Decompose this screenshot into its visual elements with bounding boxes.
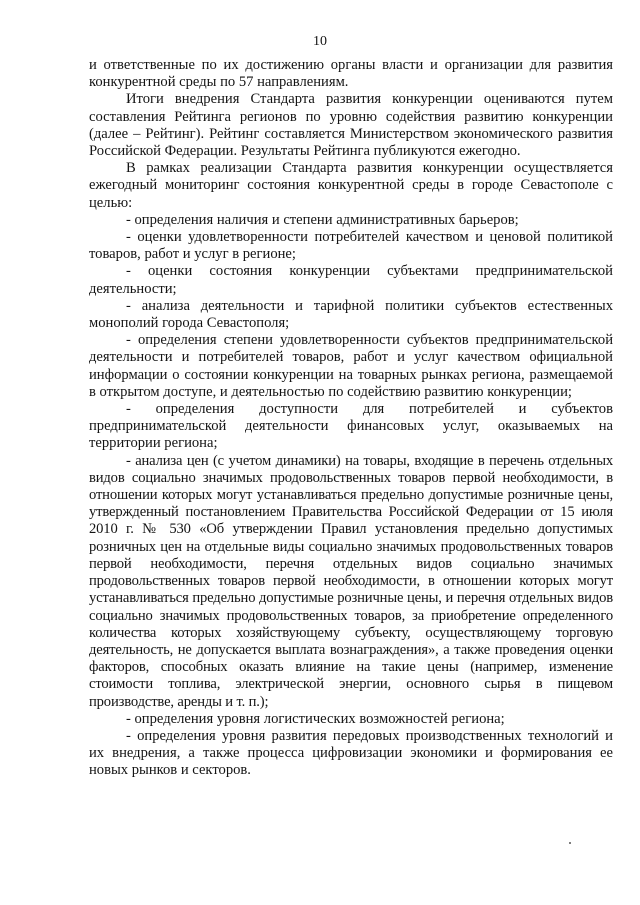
scan-dot — [569, 842, 571, 844]
body-text — [89, 57, 613, 780]
list-item-technologies: - определения уровня развития передовых производственных технологий и их внедрения, а также процесса цифровизации экономики и формирования ее новых рынков и секторов. — [89, 727, 613, 779]
paragraph-monitoring: В рамках реализации Стандарта развития конкуренции осуществляется ежегодный мониторинг состояния конкурентной среды в городе Севастополе с целью: — [89, 160, 613, 211]
list-item-competition-state: - оценки состояния конкуренции субъектами предпринимательской деятельности; — [89, 263, 613, 297]
list-item-barriers: - определения наличия и степени административных барьеров; — [126, 211, 519, 228]
list-item-financial-services: - определения доступности для потребителей и субъектов предпринимательской деятельности финансовых услуг, оказываемых на территории региона; — [89, 401, 613, 452]
paragraph-continuation: и ответственные по их достижению органы власти и организации для развития конкурентной среды по 57 направлениям. — [89, 57, 613, 91]
list-item-monopolies: - анализа деятельности и тарифной политики субъектов естественных монополий города Севастополя; — [89, 297, 613, 332]
list-item-information-quality: - определения степени удовлетворенности субъектов предпринимательской деятельности и потребителей товаров, работ и услуг качеством официальной информации о состоянии конкуренции на товарных рынках региона, размещаемой в открытом доступе, и деятельностью по содействию развитию конкуренции; — [89, 332, 613, 400]
paragraph-rating: Итоги внедрения Стандарта развития конкуренции оцениваются путем составления Рейтинга регионов по уровню содействия развитию конкуренции (далее – Рейтинг). Рейтинг составляется Министерством экономического развития Российской Федерации. Результаты Рейтинга публикуются ежегодно. — [89, 91, 613, 160]
list-item-price-analysis: - анализа цен (с учетом динамики) на товары, входящие в перечень отдельных видов социально значимых продовольственных товаров первой необходимости, в отношении которых могут устанавливаться предельно допустимые розничные цены, утвержденный постановлением Правительства Российской Федерации от 15 июля 2010 г. № 530 «Об утверждении Правил установления предельно допустимых розничных цен на отдельные виды социально значимых продовольственных товаров первой необходимости, перечня отдельных видов социально значимых продовольственных товаров первой необходимости, в отношении которых могут устанавливаться предельно допустимые розничные цены, и перечня отдельных видов социально значимых продовольственных товаров, за приобретение определенного количества которых хозяйствующему субъекту, осуществляющему торговую деятельность, не допускается выплата вознаграждения», а также проведения оценки факторов, способных оказать влияние на такие цены (например, изменение стоимости топлива, электрической энергии, основного сырья в пищевом производстве, аренды и т. п.); — [89, 452, 613, 710]
list-item-logistics: - определения уровня логистических возможностей региона; — [126, 710, 505, 727]
page-number: 10 — [313, 34, 327, 49]
list-item-consumer-satisfaction: - оценки удовлетворенности потребителей качеством и ценовой политикой товаров, работ и услуг в регионе; — [89, 229, 613, 263]
